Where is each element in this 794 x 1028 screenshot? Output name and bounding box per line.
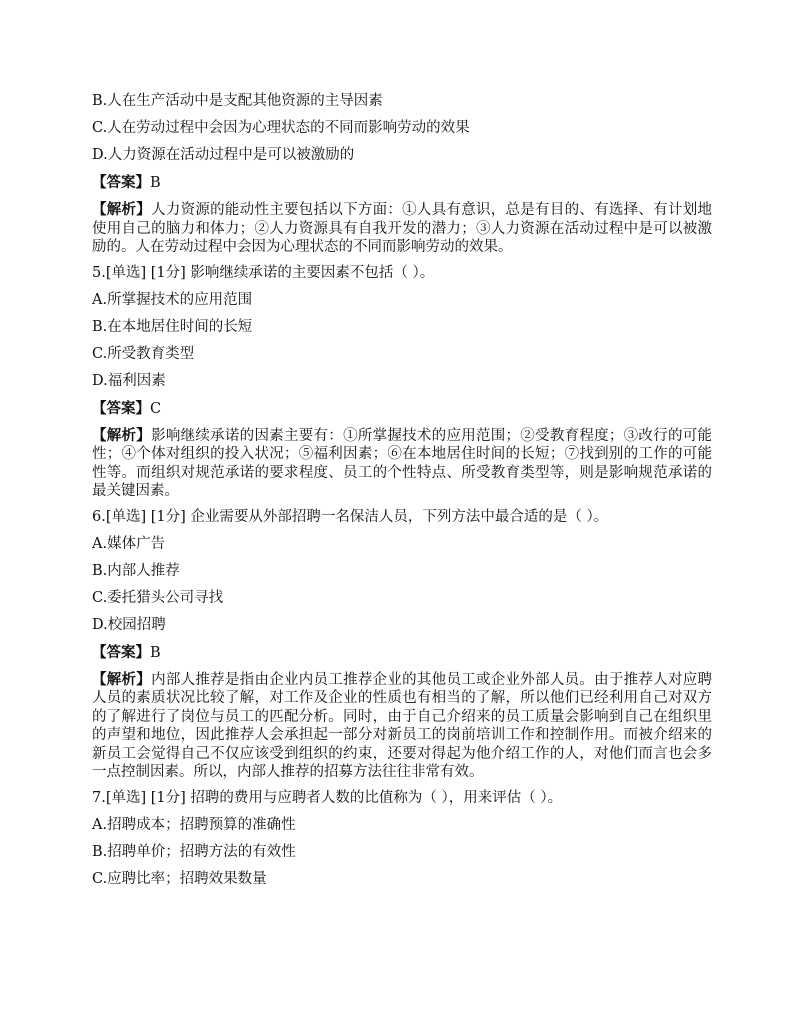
answer-label: 【答案】 xyxy=(92,643,150,661)
q4-answer xyxy=(92,169,712,197)
analysis-label: 【解析】 xyxy=(92,426,152,444)
q5-question: 5.[单选] [1分] 影响继续承诺的主要因素不包括（ ）。 xyxy=(92,264,435,281)
answer-label: 【答案】 xyxy=(92,174,150,191)
q5-option-c: C.所受教育类型 xyxy=(92,345,195,362)
q5-option-d: D.福利因素 xyxy=(92,372,166,389)
q5-answer xyxy=(92,395,712,423)
q7-question: 7.[单选] [1分] 招聘的费用与应聘者人数的比值称为（ ），用来评估（ ）。 xyxy=(92,789,563,806)
analysis-label: 【解析】 xyxy=(92,670,152,688)
q6-option-c: C.委托猎头公司寻找 xyxy=(92,589,224,606)
q5-option-a: A.所掌握技术的应用范围 xyxy=(92,291,253,308)
q6-option-d: D.校园招聘 xyxy=(92,616,166,633)
q4-option-c: C.人在劳动过程中会因为心理状态的不同而影响劳动的效果 xyxy=(92,120,470,136)
document-page xyxy=(92,88,712,893)
answer-value: C xyxy=(150,400,162,417)
answer-label: 【答案】 xyxy=(92,399,150,417)
q6-option-a: A.媒体广告 xyxy=(92,535,166,552)
analysis-text: 影响继续承诺的因素主要有：①所掌握技术的应用范围；②受教育程度；③改行的可能性；④个体对组织的投入状况；⑤福利因素；⑥在本地居住时间的长短；⑦找到别的工作的可能性等。而组织对规范承诺的要求程度、员工的个性特点、所受教育类型等，则是影响规范承诺的最关键因素。 xyxy=(92,427,713,499)
q4-option-b: B.人在生产活动中是支配其他资源的主导因素 xyxy=(92,93,383,109)
answer-value: B xyxy=(150,175,161,191)
q4-analysis xyxy=(92,201,712,257)
q7-option-c: C.应聘比率；招聘效果数量 xyxy=(92,870,267,887)
answer-value: B xyxy=(150,644,161,661)
analysis-text: 人力资源的能动性主要包括以下方面：①人具有意识，总是有目的、有选择、有计划地使用自己的脑力和体力；②人力资源具有自我开发的潜力；③人力资源在活动过程中是可以被激励的。人在劳动过程中会因为心理状态的不同而影响劳动的效果。 xyxy=(92,202,713,255)
q7-option-b: B.招聘单价；招聘方法的有效性 xyxy=(92,843,296,860)
q6-question: 6.[单选] [1分] 企业需要从外部招聘一名保洁人员，下列方法中最合适的是（ ）。 xyxy=(92,508,609,525)
q5-analysis xyxy=(92,427,712,501)
q6-option-b: B.内部人推荐 xyxy=(92,562,180,579)
q6-analysis xyxy=(92,671,712,782)
analysis-label: 【解析】 xyxy=(92,201,152,218)
q6-answer xyxy=(92,639,712,667)
analysis-text: 内部人推荐是指由企业内员工推荐企业的其他员工或企业外部人员。由于推荐人对应聘人员的素质状况比较了解，对工作及企业的性质也有相当的了解，所以他们已经利用自己对双方的了解进行了岗位与员工的匹配分析。同时，由于自己介绍来的员工质量会影响到自己在组织里的声望和地位，因此推荐人会承担起一部分对新员工的岗前培训工作和控制作用。而被介绍来的新员工会觉得自己不仅应该受到组织的约束，还要对得起为他介绍工作的人，对他们而言也会多一点控制因素。所以，内部人推荐的招募方法往往非常有效。 xyxy=(92,671,713,780)
q7-option-a: A.招聘成本；招聘预算的准确性 xyxy=(92,816,296,833)
q5-option-b: B.在本地居住时间的长短 xyxy=(92,318,253,335)
q4-option-d: D.人力资源在活动过程中是可以被激励的 xyxy=(92,147,355,163)
